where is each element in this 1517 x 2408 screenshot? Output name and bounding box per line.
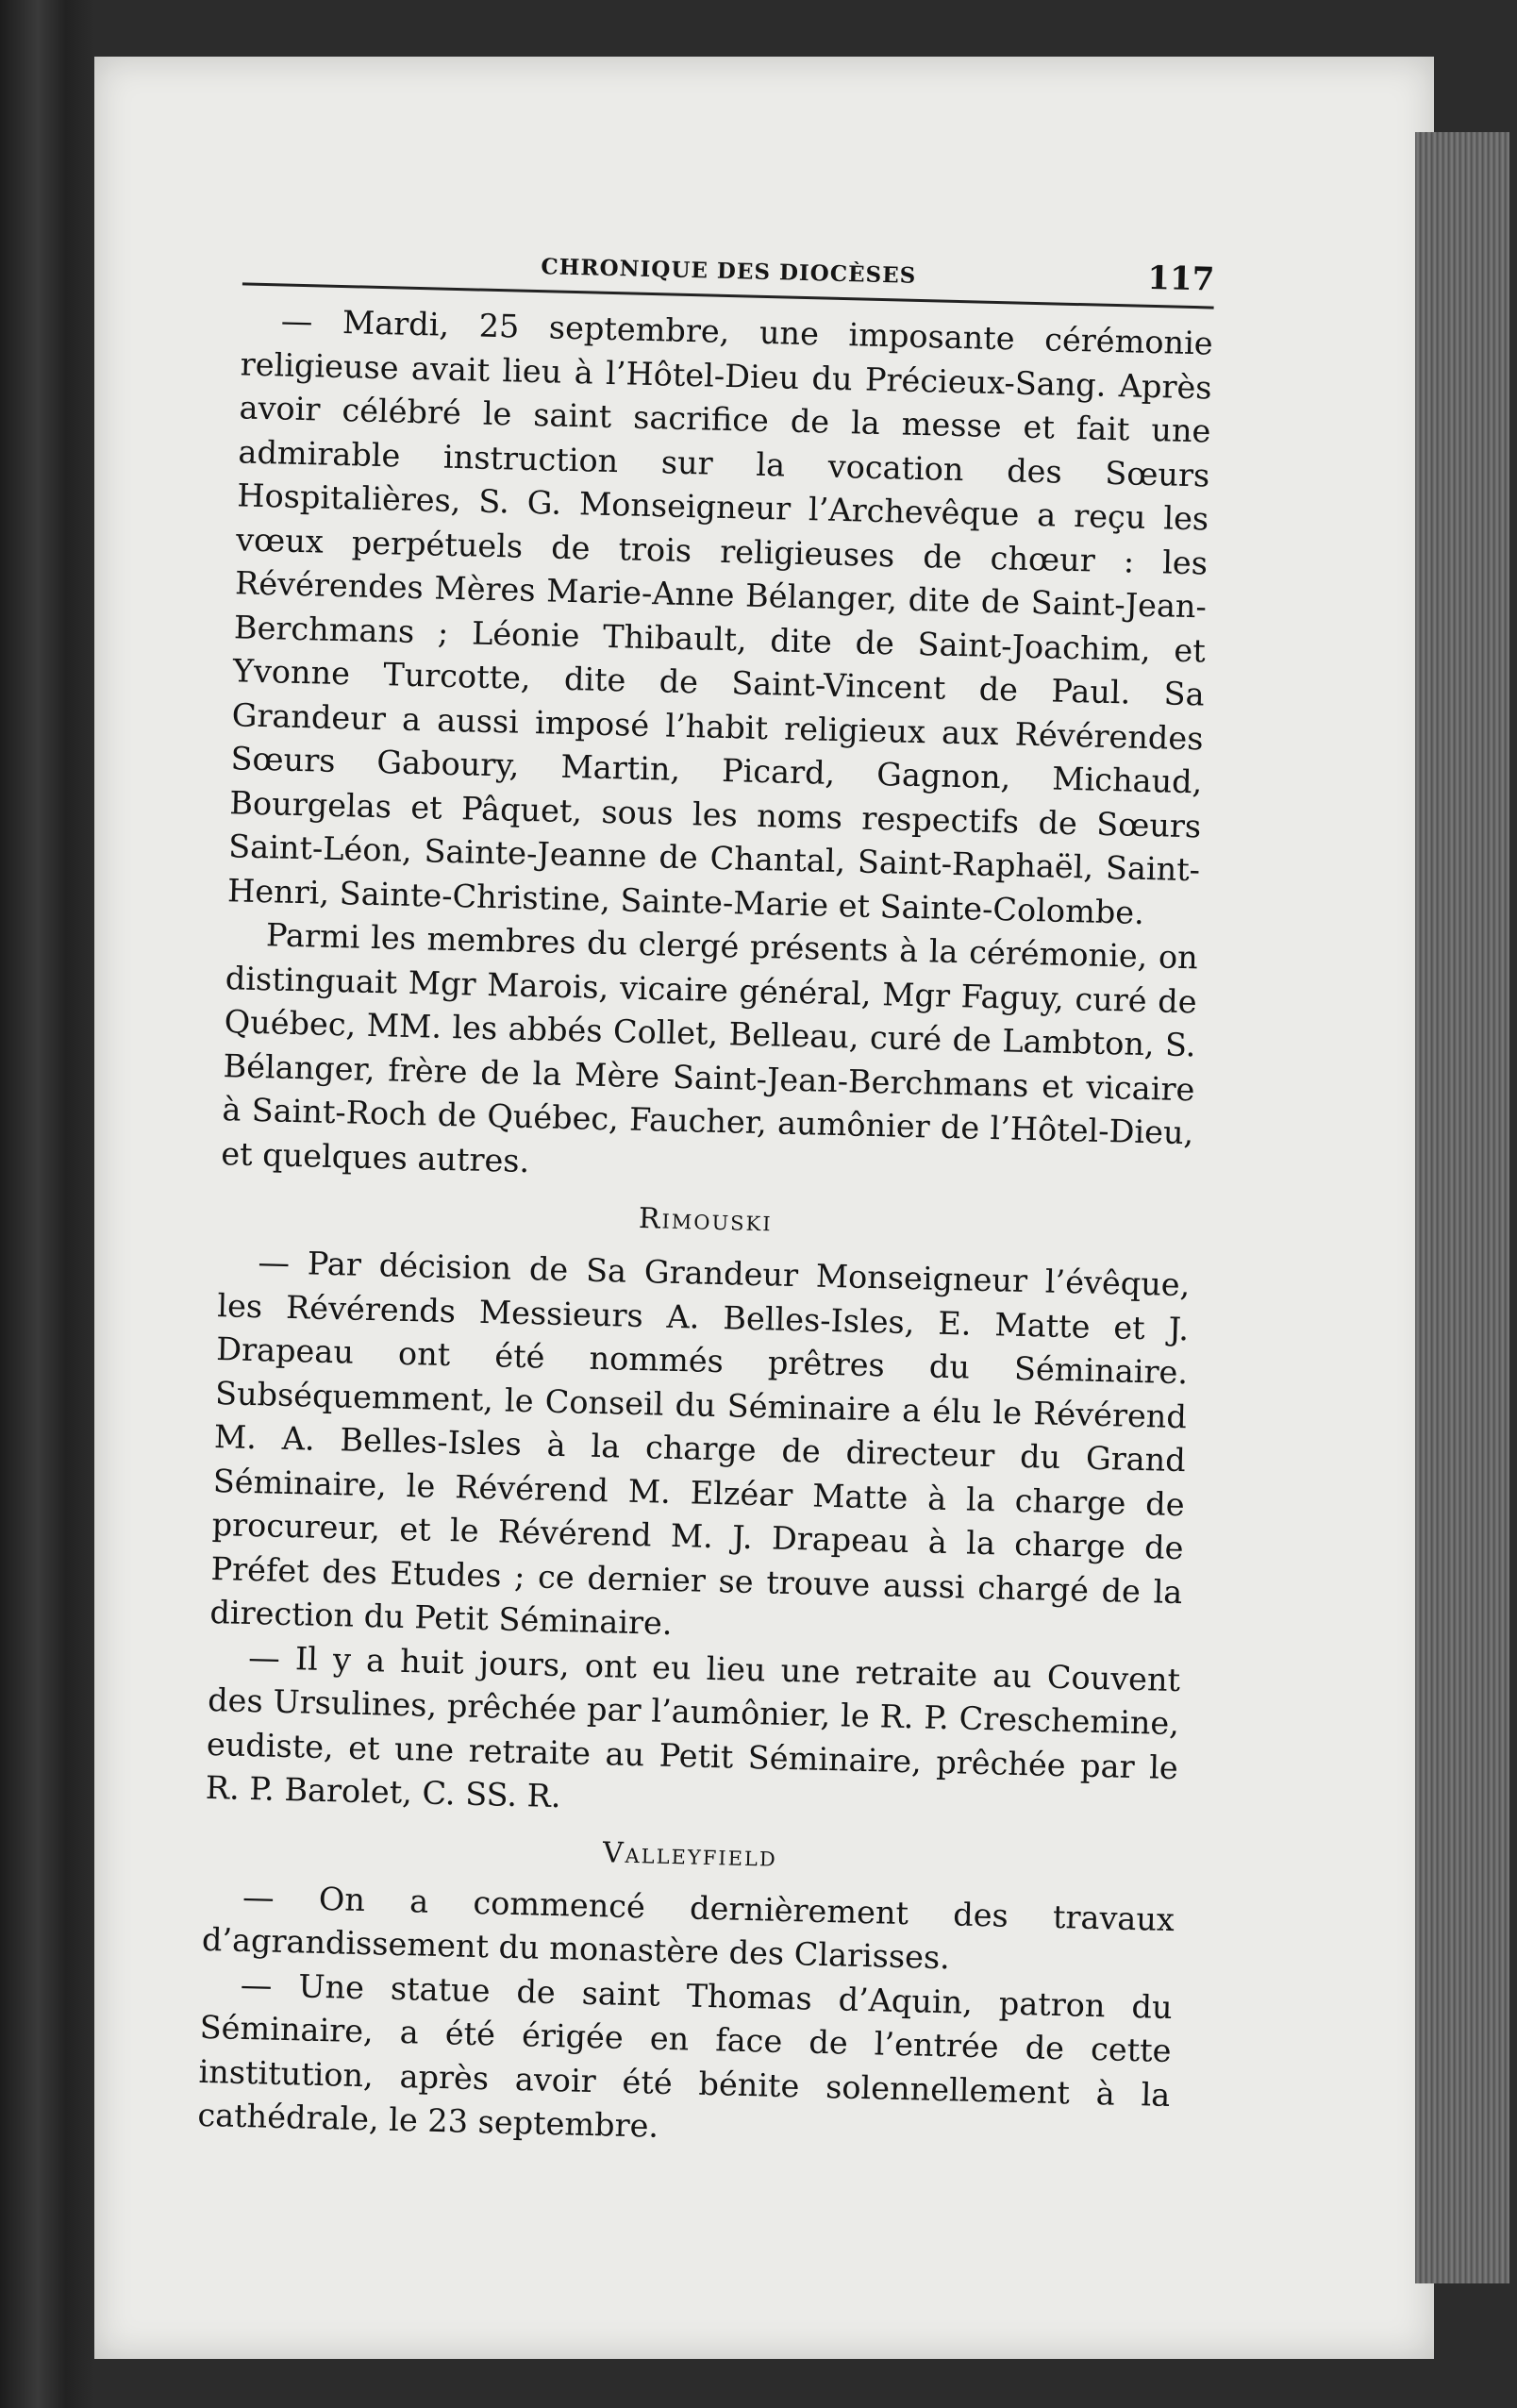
paragraph: Parmi les membres du clergé présents à la cérémonie, on distinguait Mgr Marois, vicaire général, Mgr Faguy, curé de Québec, MM. les abbés Collet, Belleau, curé de Lambton, S. Bélanger, frère de la Mère Saint-Jean-Berchmans et vicaire à Saint-Roch de Québec, Faucher, aumônier de l’Hôtel-Dieu, et quelques autres.	[220, 916, 1199, 1179]
running-title: CHRONIQUE DES DIOCÈSES	[541, 254, 917, 289]
paragraph: — Une statue de saint Thomas d’Aquin, patron du Séminaire, a été érigée en face de l’entrée de cette institution, après avoir été bénite solennellement à la cathédrale, le 23 septembre.	[196, 1965, 1174, 2145]
section-heading: Rimouski	[638, 1201, 774, 1239]
page-number: 117	[1146, 259, 1215, 299]
paragraph: — On a commencé dernièrement des travaux d’agrandissement du monastère des Clarisses.	[201, 1878, 1175, 1977]
article-body	[197, 298, 1213, 2161]
paragraph: — Il y a huit jours, ont eu lieu une retraite au Couvent des Ursulines, prêchée par l’aumônier, le R. P. Creschemine, eudiste, et une retraite au Petit Séminaire, prêchée par le R. P. Barolet, C. SS. R.	[205, 1638, 1181, 1815]
page-edge	[1415, 132, 1509, 2283]
paragraph: — Mardi, 25 septembre, une imposante cérémonie religieuse avait lieu à l’Hôtel-Dieu du Précieux-Sang. Après avoir célébré le saint sacrifice de la messe et fait une admirable instruction sur la vocation des Sœurs Hospitalières, S. G. Monseigneur l’Archevêque a reçu les vœux perpétuels de trois religieuses de chœur : les Révérendes Mères Marie-Anne Bélanger, dite de Saint-Jean-Berchmans ; Léonie Thibault, dite de Saint-Joachim, et Yvonne Turcotte, dite de Saint-Vincent de Paul. Sa Grandeur a aussi imposé l’habit religieux aux Révérendes Sœurs Gaboury, Martin, Picard, Gagnon, Michaud, Bourgelas et Pâquet, sous les noms respectifs de Sœurs Saint-Léon, Sainte-Jeanne de Chantal, Saint-Raphaël, Saint-Henri, Sainte-Christine, Sainte-Marie et Sainte-Colombe.	[226, 302, 1214, 931]
section-heading: Valleyfield	[602, 1835, 778, 1874]
page-content	[197, 235, 1215, 2161]
paragraph: — Par décision de Sa Grandeur Monseigneur l’évêque, les Révérends Messieurs A. Belles-Isles, E. Matte et J. Drapeau ont été nommés prêtres du Séminaire. Subséquemment, le Conseil du Séminaire a élu le Révérend M. A. Belles-Isles à la charge de directeur du Grand Séminaire, le Révérend M. Elzéar Matte à la charge de procureur, et le Révérend M. J. Drapeau à la charge de Préfet des Etudes ; ce dernier se trouve aussi chargé de la direction du Petit Séminaire.	[209, 1244, 1191, 1642]
